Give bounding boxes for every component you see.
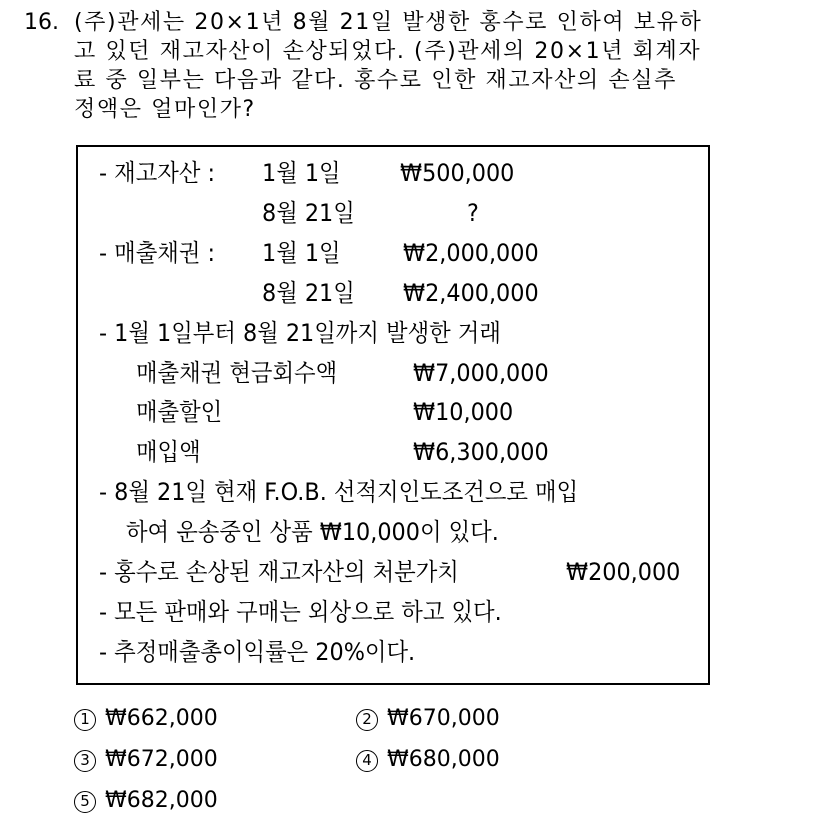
credit-line: - 모든 판매와 구매는 외상으로 하고 있다. (99, 598, 502, 626)
choice-3-mark: 3 (74, 750, 96, 772)
choice-1[interactable] (74, 706, 218, 732)
choice-4-text: ₩680,000 (387, 747, 500, 772)
choice-2-text: ₩670,000 (387, 706, 500, 731)
margin-line: - 추정매출총이익률은 20%이다. (99, 638, 416, 666)
question-number: 16. (24, 10, 59, 35)
purchases-value: ₩6,300,000 (413, 438, 549, 466)
choice-5-text: ₩682,000 (105, 788, 218, 813)
disposal-label: - 홍수로 손상된 재고자산의 처분가치 (99, 558, 459, 586)
question-line-3: 료 중 일부는 다음과 같다. 홍수로 인한 재고자산의 손실추 (74, 68, 677, 93)
discount-label: 매출할인 (136, 398, 223, 426)
collections-value: ₩7,000,000 (413, 359, 549, 387)
inventory-label: - 재고자산 : (99, 159, 216, 187)
choice-5-mark: 5 (74, 791, 96, 813)
choice-4-mark: 4 (356, 750, 378, 772)
transactions-heading: - 1월 1일부터 8월 21일까지 발생한 거래 (99, 319, 501, 347)
receivable-jan-date: 1월 1일 (262, 239, 341, 267)
inventory-aug-date: 8월 21일 (262, 199, 355, 227)
inventory-jan-value: ₩500,000 (400, 159, 515, 187)
purchases-label: 매입액 (136, 438, 201, 466)
receivable-jan-value: ₩2,000,000 (403, 239, 539, 267)
question-line-2: 고 있던 재고자산이 손상되었다. (주)관세의 20×1년 회계자 (74, 39, 702, 64)
question-line-1: (주)관세는 20×1년 8월 21일 발생한 홍수로 인하여 보유하 (74, 10, 703, 35)
disposal-value: ₩200,000 (566, 558, 681, 586)
question-line-4: 정액은 얼마인가? (74, 97, 256, 122)
choice-1-mark: 1 (74, 709, 96, 731)
fob-line-2: 하여 운송중인 상품 ₩10,000이 있다. (126, 518, 499, 546)
choice-2[interactable] (356, 706, 500, 732)
choice-5[interactable] (74, 788, 218, 814)
choice-3-text: ₩672,000 (105, 747, 218, 772)
receivable-aug-date: 8월 21일 (262, 279, 355, 307)
choice-2-mark: 2 (356, 709, 378, 731)
choice-4[interactable] (356, 747, 500, 773)
choice-3[interactable] (74, 747, 218, 773)
receivable-aug-value: ₩2,400,000 (403, 279, 539, 307)
collections-label: 매출채권 현금회수액 (136, 359, 338, 387)
inventory-aug-value: ? (467, 199, 479, 227)
choice-1-text: ₩662,000 (105, 706, 218, 731)
discount-value: ₩10,000 (413, 398, 514, 426)
inventory-jan-date: 1월 1일 (262, 159, 341, 187)
fob-line-1: - 8월 21일 현재 F.O.B. 선적지인도조건으로 매입 (99, 478, 579, 506)
receivable-label: - 매출채권 : (99, 239, 216, 267)
data-box (76, 145, 710, 685)
